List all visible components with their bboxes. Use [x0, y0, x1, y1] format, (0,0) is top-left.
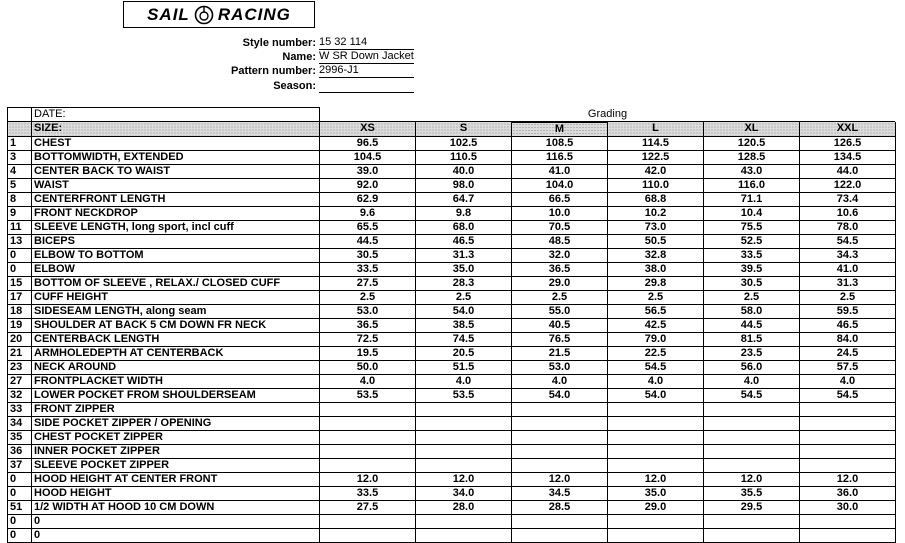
measurement-value: 2.5 [608, 290, 704, 304]
measurement-value: 2.5 [416, 290, 512, 304]
measurement-value: 28.0 [416, 500, 512, 514]
table-row [8, 150, 896, 164]
measurement-value [512, 430, 608, 444]
measurement-value: 42.5 [608, 318, 704, 332]
measurement-value: 53.0 [320, 304, 416, 318]
measurement-value [416, 514, 512, 528]
measurement-name: SLEEVE LENGTH, long sport, incl cuff [32, 220, 320, 234]
row-number: 0 [8, 528, 32, 542]
measurement-value [704, 458, 800, 472]
measurement-value: 28.3 [416, 276, 512, 290]
measurement-value: 104.0 [512, 178, 608, 192]
measurement-value [416, 528, 512, 542]
measurement-value: 126.5 [800, 136, 896, 150]
row-number: 4 [8, 164, 32, 178]
measurement-value: 64.7 [416, 192, 512, 206]
measurement-value: 28.5 [512, 500, 608, 514]
measurement-value: 48.5 [512, 234, 608, 248]
measurement-value: 34.5 [512, 486, 608, 500]
measurement-value [416, 430, 512, 444]
table-row [8, 458, 896, 472]
measurement-value: 62.9 [320, 192, 416, 206]
size-label: SIZE: [32, 122, 320, 137]
measurement-value [320, 416, 416, 430]
measurement-value: 72.5 [320, 332, 416, 346]
measurement-value [800, 528, 896, 542]
row-number: 34 [8, 416, 32, 430]
measurement-value [608, 458, 704, 472]
table-row [8, 248, 896, 262]
size-xl-header: XL [704, 122, 800, 137]
measurement-name: SLEEVE POCKET ZIPPER [32, 458, 320, 472]
measurement-value [320, 430, 416, 444]
table-row [8, 276, 896, 290]
measurement-value: 30.0 [800, 500, 896, 514]
measurement-value: 4.0 [512, 374, 608, 388]
measurement-value: 114.5 [608, 136, 704, 150]
measurement-value: 44.5 [320, 234, 416, 248]
measurement-value: 33.5 [704, 248, 800, 262]
measurement-value: 54.0 [416, 304, 512, 318]
measurement-value: 12.0 [320, 472, 416, 486]
measurement-value: 12.0 [800, 472, 896, 486]
row-number: 1 [8, 136, 32, 150]
measurement-name: BICEPS [32, 234, 320, 248]
measurement-value: 76.5 [512, 332, 608, 346]
date-label: DATE: [32, 108, 320, 122]
measurement-value: 35.5 [704, 486, 800, 500]
pattern-number-label: Pattern number: [231, 65, 316, 77]
measurement-value: 66.5 [512, 192, 608, 206]
measurement-value: 46.5 [800, 318, 896, 332]
measurement-value: 128.5 [704, 150, 800, 164]
date-row [8, 108, 896, 122]
measurement-value: 108.5 [512, 136, 608, 150]
measurement-value [704, 514, 800, 528]
measurement-name: CENTER BACK TO WAIST [32, 164, 320, 178]
measurement-value: 68.8 [608, 192, 704, 206]
measurement-value: 21.5 [512, 346, 608, 360]
table-row [8, 430, 896, 444]
logo-word-racing: RACING [217, 4, 291, 24]
measurement-value [512, 402, 608, 416]
measurement-value: 55.0 [512, 304, 608, 318]
measurement-value: 38.0 [608, 262, 704, 276]
measurement-value: 50.5 [608, 234, 704, 248]
measurement-value: 50.0 [320, 360, 416, 374]
measurement-value: 9.6 [320, 206, 416, 220]
row-number: 8 [8, 192, 32, 206]
table-row [8, 346, 896, 360]
table-row [8, 472, 896, 486]
measurement-value: 39.5 [704, 262, 800, 276]
measurement-name: FRONTPLACKET WIDTH [32, 374, 320, 388]
measurement-name: FRONT ZIPPER [32, 402, 320, 416]
table-row [8, 178, 896, 192]
measurement-table [7, 107, 896, 543]
table-row [8, 402, 896, 416]
measurement-value: 33.5 [320, 262, 416, 276]
measurement-value [320, 514, 416, 528]
measurement-value: 59.5 [800, 304, 896, 318]
measurement-value [608, 514, 704, 528]
measurement-value: 73.4 [800, 192, 896, 206]
measurement-name: CHEST POCKET ZIPPER [32, 430, 320, 444]
measurement-value: 42.0 [608, 164, 704, 178]
row-number: 11 [8, 220, 32, 234]
measurement-value: 2.5 [704, 290, 800, 304]
measurement-value: 2.5 [320, 290, 416, 304]
measurement-value: 53.5 [416, 388, 512, 402]
measurement-value: 56.5 [608, 304, 704, 318]
measurement-name: WAIST [32, 178, 320, 192]
measurement-value: 9.8 [416, 206, 512, 220]
size-m-header: M [512, 122, 608, 137]
row-number: 13 [8, 234, 32, 248]
measurement-value: 31.3 [800, 276, 896, 290]
measurement-value: 19.5 [320, 346, 416, 360]
measurement-value [416, 416, 512, 430]
measurement-value: 31.3 [416, 248, 512, 262]
measurement-value: 12.0 [704, 472, 800, 486]
measurement-value: 38.5 [416, 318, 512, 332]
measurement-value: 70.5 [512, 220, 608, 234]
size-l-header: L [608, 122, 704, 137]
row-number: 32 [8, 388, 32, 402]
measurement-name: HOOD HEIGHT AT CENTER FRONT [32, 472, 320, 486]
size-header-row [8, 122, 896, 137]
measurement-value: 36.5 [512, 262, 608, 276]
grading-label: Grading [587, 107, 628, 120]
measurement-name: SIDESEAM LENGTH, along seam [32, 304, 320, 318]
measurement-value: 81.5 [704, 332, 800, 346]
measurement-name: BOTTOMWIDTH, EXTENDED [32, 150, 320, 164]
table-row [8, 304, 896, 318]
measurement-value: 4.0 [320, 374, 416, 388]
size-s-header: S [416, 122, 512, 137]
measurement-value: 12.0 [512, 472, 608, 486]
measurement-name: 1/2 WIDTH AT HOOD 10 CM DOWN [32, 500, 320, 514]
measurement-value: 10.2 [608, 206, 704, 220]
measurement-value: 58.0 [704, 304, 800, 318]
measurement-value: 57.5 [800, 360, 896, 374]
row-number: 37 [8, 458, 32, 472]
row-number: 17 [8, 290, 32, 304]
measurement-name: CUFF HEIGHT [32, 290, 320, 304]
style-number-value: 15 32 114 [319, 36, 414, 50]
measurement-value: 74.5 [416, 332, 512, 346]
table-row [8, 486, 896, 500]
table-row [8, 234, 896, 248]
measurement-value: 54.0 [512, 388, 608, 402]
measurement-name: ARMHOLEDEPTH AT CENTERBACK [32, 346, 320, 360]
table-row [8, 500, 896, 514]
table-row [8, 192, 896, 206]
measurement-value: 34.3 [800, 248, 896, 262]
measurement-value: 52.5 [704, 234, 800, 248]
measurement-name: ELBOW TO BOTTOM [32, 248, 320, 262]
measurement-name: CHEST [32, 136, 320, 150]
measurement-value: 73.0 [608, 220, 704, 234]
season-value [319, 79, 414, 93]
measurement-value: 54.5 [800, 388, 896, 402]
name-value: W SR Down Jacket [319, 50, 414, 62]
measurement-value [800, 458, 896, 472]
row-number: 36 [8, 444, 32, 458]
row-number: 15 [8, 276, 32, 290]
measurement-value: 92.0 [320, 178, 416, 192]
measurement-value [800, 444, 896, 458]
table-row [8, 416, 896, 430]
measurement-value [800, 514, 896, 528]
measurement-value: 110.5 [416, 150, 512, 164]
measurement-value: 120.5 [704, 136, 800, 150]
measurement-value: 30.5 [320, 248, 416, 262]
measurement-name: INNER POCKET ZIPPER [32, 444, 320, 458]
logo-word-sail: SAIL [147, 4, 190, 24]
measurement-value [320, 458, 416, 472]
measurement-value: 12.0 [608, 472, 704, 486]
measurement-name: CENTERBACK LENGTH [32, 332, 320, 346]
row-number: 0 [8, 486, 32, 500]
table-row [8, 332, 896, 346]
measurement-value: 65.5 [320, 220, 416, 234]
measurement-value: 34.0 [416, 486, 512, 500]
measurement-value [512, 458, 608, 472]
measurement-value: 10.4 [704, 206, 800, 220]
measurement-value: 36.0 [800, 486, 896, 500]
measurement-value: 36.5 [320, 318, 416, 332]
measurement-value: 20.5 [416, 346, 512, 360]
measurement-value [608, 416, 704, 430]
row-number: 51 [8, 500, 32, 514]
measurement-value [608, 444, 704, 458]
row-number: 23 [8, 360, 32, 374]
measurement-value: 116.5 [512, 150, 608, 164]
measurement-value: 35.0 [608, 486, 704, 500]
table-row [8, 290, 896, 304]
row-number: 35 [8, 430, 32, 444]
row-number: 27 [8, 374, 32, 388]
measurement-value [416, 402, 512, 416]
row-number: 0 [8, 262, 32, 276]
size-xs-header: XS [320, 122, 416, 137]
measurement-value: 23.5 [704, 346, 800, 360]
measurement-value: 98.0 [416, 178, 512, 192]
measurement-value: 122.5 [608, 150, 704, 164]
size-xxl-header: XXL [800, 122, 896, 137]
measurement-value: 40.0 [416, 164, 512, 178]
table-row [8, 360, 896, 374]
measurement-value: 24.5 [800, 346, 896, 360]
measurement-name: BOTTOM OF SLEEVE , RELAX./ CLOSED CUFF [32, 276, 320, 290]
measurement-value [320, 402, 416, 416]
measurement-value: 2.5 [800, 290, 896, 304]
measurement-value: 29.0 [512, 276, 608, 290]
measurement-value: 134.5 [800, 150, 896, 164]
logo-emblem-icon [194, 5, 214, 25]
table-row [8, 528, 896, 542]
row-number: 3 [8, 150, 32, 164]
measurement-value: 41.0 [512, 164, 608, 178]
measurement-value: 27.5 [320, 500, 416, 514]
row-number: 20 [8, 332, 32, 346]
measurement-name: NECK AROUND [32, 360, 320, 374]
measurement-value: 2.5 [512, 290, 608, 304]
measurement-value [800, 430, 896, 444]
row-number: 0 [8, 472, 32, 486]
measurement-value [608, 430, 704, 444]
measurement-value: 78.0 [800, 220, 896, 234]
measurement-value [512, 528, 608, 542]
measurement-value [512, 416, 608, 430]
measurement-value: 54.5 [800, 234, 896, 248]
measurement-value: 4.0 [416, 374, 512, 388]
row-number: 0 [8, 514, 32, 528]
measurement-value: 32.8 [608, 248, 704, 262]
measurement-value: 41.0 [800, 262, 896, 276]
measurement-name: 0 [32, 528, 320, 542]
measurement-value: 4.0 [704, 374, 800, 388]
measurement-value [704, 430, 800, 444]
measurement-value: 4.0 [800, 374, 896, 388]
measurement-name: SIDE POCKET ZIPPER / OPENING [32, 416, 320, 430]
measurement-value: 27.5 [320, 276, 416, 290]
measurement-value: 4.0 [608, 374, 704, 388]
sail-racing-logo [123, 1, 315, 28]
measurement-value: 46.5 [416, 234, 512, 248]
table-row [8, 318, 896, 332]
table-row [8, 220, 896, 234]
row-number: 5 [8, 178, 32, 192]
measurement-value: 30.5 [704, 276, 800, 290]
pattern-number-value: 2996-J1 [319, 64, 414, 78]
measurement-value [608, 402, 704, 416]
measurement-name: CENTERFRONT LENGTH [32, 192, 320, 206]
measurement-value: 68.0 [416, 220, 512, 234]
measurement-value: 116.0 [704, 178, 800, 192]
measurement-value: 104.5 [320, 150, 416, 164]
row-number: 18 [8, 304, 32, 318]
measurement-value [704, 444, 800, 458]
measurement-value: 122.0 [800, 178, 896, 192]
measurement-value: 53.0 [512, 360, 608, 374]
measurement-value: 10.6 [800, 206, 896, 220]
measurement-value: 40.5 [512, 318, 608, 332]
measurement-value [704, 416, 800, 430]
measurement-value [704, 528, 800, 542]
row-number: 33 [8, 402, 32, 416]
measurement-value: 102.5 [416, 136, 512, 150]
measurement-value: 54.0 [608, 388, 704, 402]
measurement-value: 53.5 [320, 388, 416, 402]
measurement-value [704, 402, 800, 416]
table-row [8, 206, 896, 220]
measurement-value [416, 458, 512, 472]
row-number: 21 [8, 346, 32, 360]
measurement-value: 43.0 [704, 164, 800, 178]
measurement-value: 10.0 [512, 206, 608, 220]
measurement-value [320, 444, 416, 458]
measurement-name: LOWER POCKET FROM SHOULDERSEAM [32, 388, 320, 402]
measurement-value: 22.5 [608, 346, 704, 360]
measurement-value: 84.0 [800, 332, 896, 346]
measurement-value: 32.0 [512, 248, 608, 262]
measurement-value [608, 528, 704, 542]
measurement-value: 39.0 [320, 164, 416, 178]
measurement-value [800, 416, 896, 430]
measurement-name: HOOD HEIGHT [32, 486, 320, 500]
measurement-value: 35.0 [416, 262, 512, 276]
table-row [8, 374, 896, 388]
table-row [8, 514, 896, 528]
measurement-value: 75.5 [704, 220, 800, 234]
table-row [8, 136, 896, 150]
measurement-value [512, 514, 608, 528]
measurement-value [512, 444, 608, 458]
measurement-value: 44.5 [704, 318, 800, 332]
row-number: 0 [8, 248, 32, 262]
measurement-name: FRONT NECKDROP [32, 206, 320, 220]
row-number: 9 [8, 206, 32, 220]
measurement-value: 29.0 [608, 500, 704, 514]
style-number-label: Style number: [242, 37, 316, 49]
name-label: Name: [282, 51, 316, 63]
measurement-value: 54.5 [704, 388, 800, 402]
measurement-value: 96.5 [320, 136, 416, 150]
measurement-value: 51.5 [416, 360, 512, 374]
table-row [8, 164, 896, 178]
row-number: 19 [8, 318, 32, 332]
measurement-value: 79.0 [608, 332, 704, 346]
measurement-value: 12.0 [416, 472, 512, 486]
measurement-name: 0 [32, 514, 320, 528]
measurement-value: 54.5 [608, 360, 704, 374]
measurement-value [416, 444, 512, 458]
season-label: Season: [273, 80, 316, 92]
table-row [8, 444, 896, 458]
measurement-value [800, 402, 896, 416]
measurement-value: 29.8 [608, 276, 704, 290]
table-row [8, 262, 896, 276]
measurement-value: 44.0 [800, 164, 896, 178]
measurement-value: 110.0 [608, 178, 704, 192]
measurement-value [320, 528, 416, 542]
measurement-value: 71.1 [704, 192, 800, 206]
measurement-value: 29.5 [704, 500, 800, 514]
table-row [8, 388, 896, 402]
measurement-value: 56.0 [704, 360, 800, 374]
measurement-name: ELBOW [32, 262, 320, 276]
measurement-name: SHOULDER AT BACK 5 CM DOWN FR NECK [32, 318, 320, 332]
measurement-value: 33.5 [320, 486, 416, 500]
